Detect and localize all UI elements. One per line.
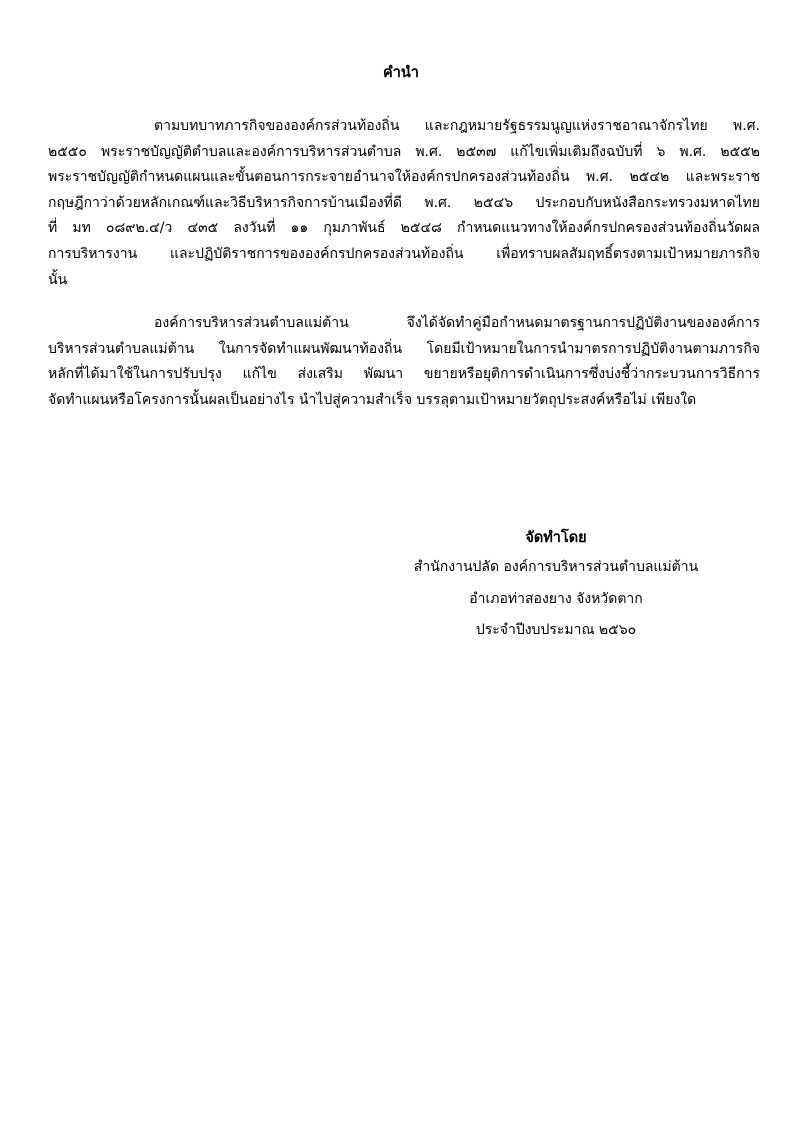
- paragraph-line: หลักที่ได้มาใช้ในการปรับปรุง แก้ไข ส่งเสริม พัฒนา ขยายหรือยุติการดำเนินการซึ่งบ่งชี้ว่ากระบวนการวิธีการ: [48, 366, 760, 383]
- signature-heading: จัดทำโดย: [525, 530, 587, 546]
- paragraph-line: ที่ มท ๐๘๙๒.๔/ว ๔๓๕ ลงวันที่ ๑๑ กุมภาพันธ์ ๒๕๔๘ กำหนดแนวทางให้องค์กรปกครองส่วนท้องถิ่นวัดผล: [48, 220, 760, 237]
- paragraph-line: กฤษฎีกาว่าด้วยหลักเกณฑ์และวิธีบริหารกิจการบ้านเมืองที่ดี พ.ศ. ๒๕๔๖ ประกอบกับหนังสือกระทรวงมหาดไทย: [48, 194, 760, 211]
- paragraph-line: นั้น: [48, 271, 68, 288]
- paragraph-line: พระราชบัญญัติกำหนดแผนและขั้นตอนการกระจายอำนาจให้องค์กรปกครองส่วนท้องถิ่น พ.ศ. ๒๕๔๒ และพระราช: [48, 169, 760, 186]
- paragraph-line: ตามบทบาทภารกิจขององค์กรส่วนท้องถิ่น และกฎหมายรัฐธรรมนูญแห่งราชอาณาจักรไทย พ.ศ.: [154, 118, 760, 134]
- paragraph-line: จัดทำแผนหรือโครงการนั้นผลเป็นอย่างไร นำไปสู่ความสำเร็จ บรรลุตามเป้าหมายวัตถุประสงค์หรือไม่ เพียงใด: [48, 391, 697, 408]
- signature-district: อำเภอท่าสองยาง จังหวัดตาก: [469, 591, 643, 607]
- paragraph-line: ๒๕๕๐ พระราชบัญญัติตำบลและองค์การบริหารส่วนตำบล พ.ศ. ๒๕๓๗ แก้ไขเพิ่มเติมถึงฉบับที่ ๖ พ.ศ. ๒๕๕๒: [48, 143, 760, 160]
- intro-paragraph-2: [48, 311, 760, 413]
- paragraph-line: การบริหารงาน และปฏิบัติราชการขององค์กรปกครองส่วนท้องถิ่น เพื่อทราบผลสัมฤทธิ์ตรงตามเป้าหมายภารกิจ: [48, 245, 760, 262]
- signature-office: สำนักงานปลัด องค์การบริหารส่วนตำบลแม่ต้าน: [413, 559, 699, 575]
- signature-fiscal-year: ประจำปีงบประมาณ ๒๕๖๐: [475, 622, 637, 638]
- intro-paragraph-1: [48, 114, 760, 293]
- paragraph-line: องค์การบริหารส่วนตำบลแม่ต้าน จึงได้จัดทำคู่มือกำหนดมาตรฐานการปฏิบัติงานขององค์การ: [154, 315, 760, 331]
- document-title: คำนำ: [383, 65, 419, 81]
- paragraph-line: บริหารส่วนตำบลแม่ต้าน ในการจัดทำแผนพัฒนาท้องถิ่น โดยมีเป้าหมายในการนำมาตรการปฏิบัติงานตามภารกิจ: [48, 340, 760, 357]
